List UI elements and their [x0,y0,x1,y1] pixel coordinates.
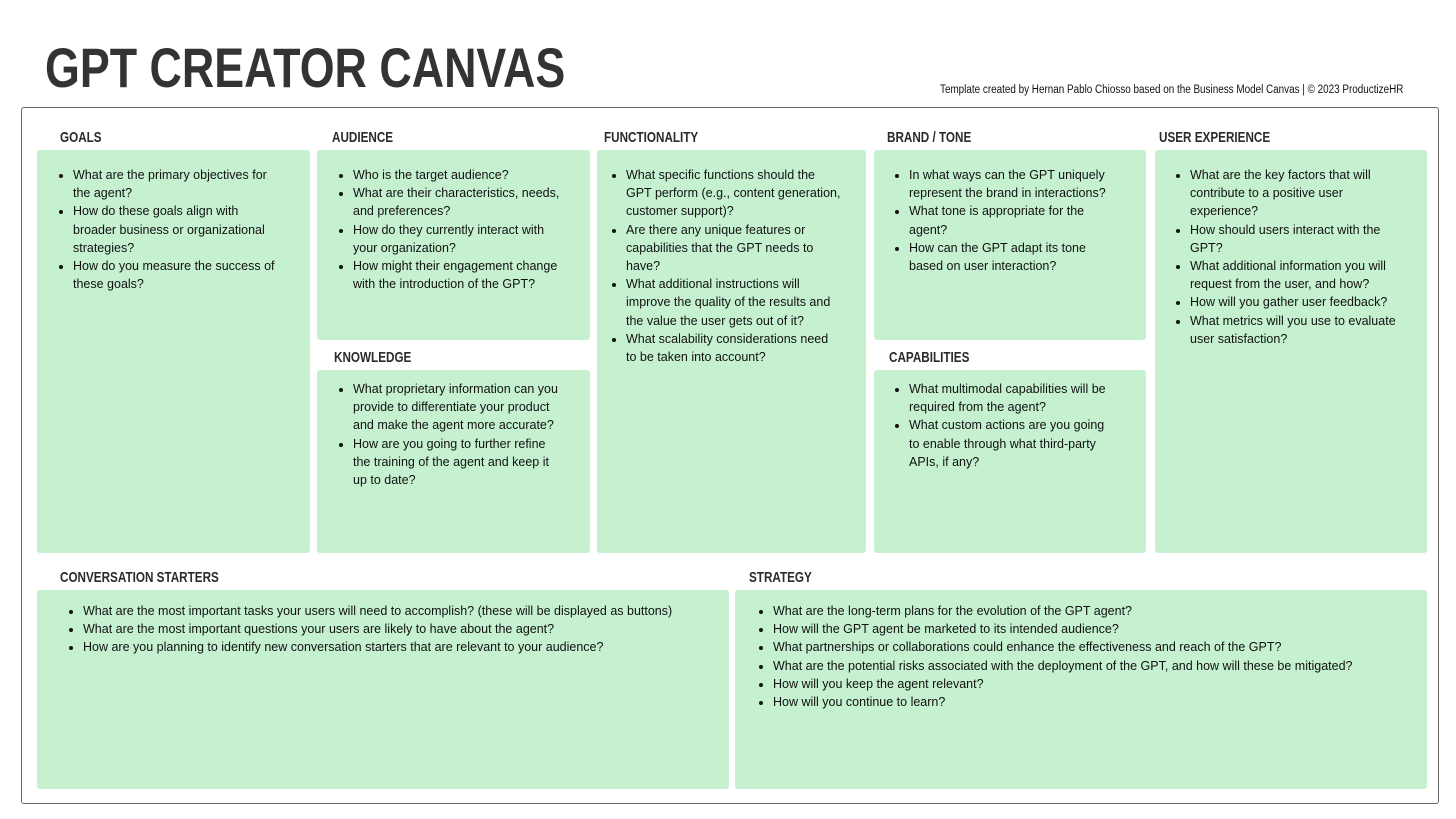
user-experience-box[interactable] [1155,150,1427,553]
list-item: • How should users interact with the GPT? [1190,221,1403,257]
list-item: • How will you keep the agent relevant? [773,675,1407,693]
goals-list [53,166,282,293]
brand-tone-list [889,166,1118,275]
list-item: • How are you going to further refine the training of the agent and keep it up to date? [353,435,566,490]
list-item: • How are you planning to identify new conversation starters that are relevant to your audience? [83,638,709,656]
knowledge-box[interactable] [317,370,590,553]
capabilities-list [889,380,1118,471]
list-item: • What are the most important tasks your users will need to accomplish? (these will be displayed as buttons) [83,602,709,620]
brand-tone-label: BRAND / TONE [887,129,972,146]
list-item: • What partnerships or collaborations could enhance the effectiveness and reach of the GPT? [773,638,1407,656]
functionality-list [606,166,842,366]
goals-label: GOALS [60,129,102,146]
list-item: • What are their characteristics, needs, and preferences? [353,184,562,220]
list-item: • How will you gather user feedback? [1190,293,1403,311]
audience-box[interactable] [317,150,590,340]
list-item: • In what ways can the GPT uniquely represent the brand in interactions? [909,166,1118,202]
capabilities-label: CAPABILITIES [889,349,970,366]
strategy-box[interactable] [735,590,1427,789]
list-item: • What tone is appropriate for the agent? [909,202,1118,238]
page-title: GPT CREATOR CANVAS [45,36,566,99]
list-item: • What are the most important questions your users are likely to have about the agent? [83,620,709,638]
list-item: • What scalability considerations need to be taken into account? [626,330,842,366]
functionality-box[interactable] [597,150,866,553]
conversation-starters-label: CONVERSATION STARTERS [60,569,219,586]
list-item: • What additional information you will request from the user, and how? [1190,257,1403,293]
list-item: • What are the key factors that will contribute to a positive user experience? [1190,166,1403,221]
user-experience-list [1170,166,1403,348]
list-item: • How do they currently interact with your organization? [353,221,562,257]
user-experience-label: USER EXPERIENCE [1159,129,1271,146]
strategy-list [753,602,1407,711]
list-item: • How will you continue to learn? [773,693,1407,711]
list-item: • How will the GPT agent be marketed to its intended audience? [773,620,1407,638]
goals-box[interactable] [37,150,310,553]
list-item: • How might their engagement change with the introduction of the GPT? [353,257,562,293]
list-item: • What are the primary objectives for the agent? [73,166,282,202]
conversation-starters-list [63,602,709,657]
list-item: • What are the potential risks associated with the deployment of the GPT, and how will these be mitigated? [773,657,1407,675]
capabilities-box[interactable] [874,370,1146,553]
list-item: • Who is the target audience? [353,166,562,184]
knowledge-list [333,380,566,489]
functionality-label: FUNCTIONALITY [604,129,699,146]
list-item: • What metrics will you use to evaluate user satisfaction? [1190,312,1403,348]
template-credit: Template created by Hernan Pablo Chiosso based on the Business Model Canvas | © 2023 ProductizeHR [940,84,1404,96]
knowledge-label: KNOWLEDGE [334,349,412,366]
list-item: • What are the long-term plans for the evolution of the GPT agent? [773,602,1407,620]
list-item: • How do these goals align with broader business or organizational strategies? [73,202,282,257]
list-item: • What additional instructions will improve the quality of the results and the value the user gets out of it? [626,275,842,330]
list-item: • What proprietary information can you provide to differentiate your product and make the agent more accurate? [353,380,566,435]
list-item: • Are there any unique features or capabilities that the GPT needs to have? [626,221,842,276]
list-item: • What specific functions should the GPT perform (e.g., content generation, customer support)? [626,166,842,221]
conversation-starters-box[interactable] [37,590,729,789]
audience-label: AUDIENCE [332,129,394,146]
list-item: • What multimodal capabilities will be required from the agent? [909,380,1118,416]
audience-list [333,166,562,293]
list-item: • How do you measure the success of these goals? [73,257,282,293]
list-item: • What custom actions are you going to enable through what third-party APIs, if any? [909,416,1118,471]
list-item: • How can the GPT adapt its tone based on user interaction? [909,239,1118,275]
strategy-label: STRATEGY [749,569,812,586]
brand-tone-box[interactable] [874,150,1146,340]
